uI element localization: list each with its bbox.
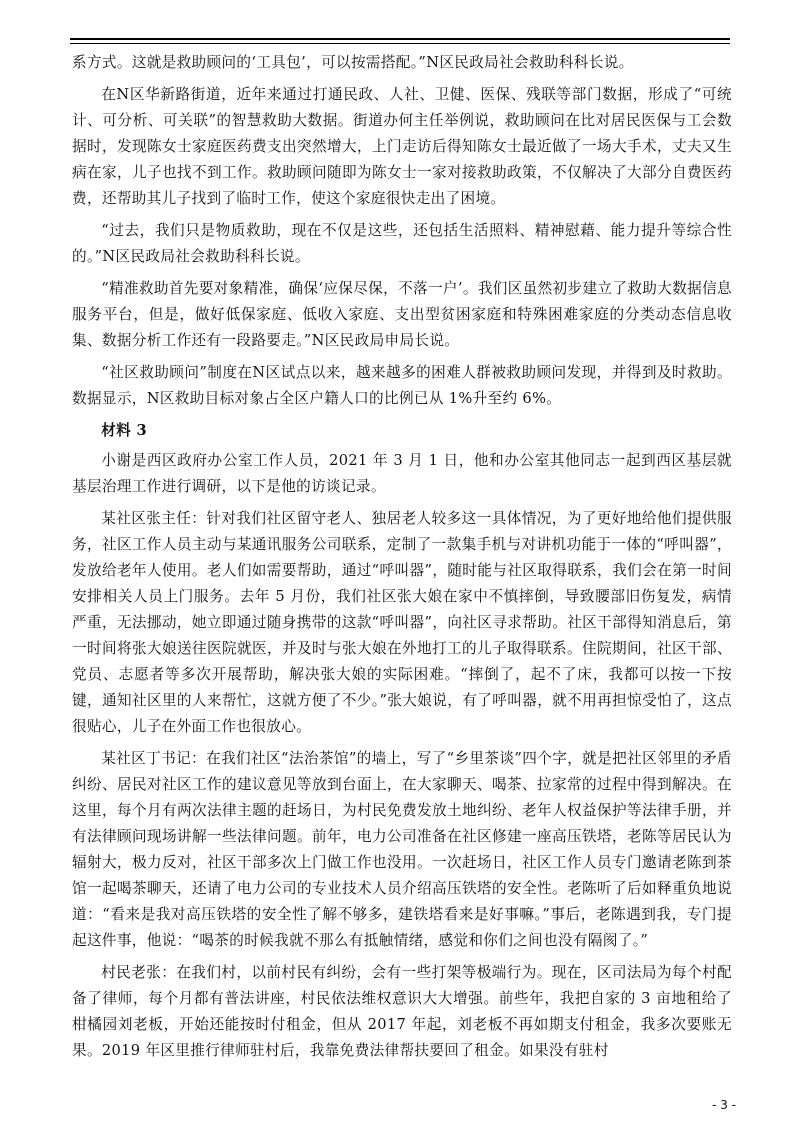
- page-content: [72, 50, 732, 1064]
- paragraph-material-aid-quote: “过去，我们只是物质救助，现在不仅是这些，还包括生活照料、精神慰藉、能力提升等综合性的。”N区民政局社会救助科科长说。: [72, 222, 732, 265]
- paragraph-villager-zhang: 村民老张：在我们村，以前村民有纠纷，会有一些打架等极端行为。现在，区司法局为每个村配备了律师，每个月都有普法讲座，村民依法维权意识大大增强。前些年，我把自家的 3 亩地租给了柑橘园刘老板，开始还能按时付租金，但从 2017 年起，刘老板不再如期支付租金，我多次要账无果。2019 年区里推行律师驻村后，我靠免费法律帮扶要回了租金。如果没有驻村: [72, 964, 732, 1059]
- paragraph-secretary-ding: 某社区丁书记：在我们社区“法治茶馆”的墙上，写了“乡里茶谈”四个字，就是把社区邻里的矛盾纠纷、居民对社区工作的建议意见等放到台面上，在大家聊天、喝茶、拉家常的过程中得到解决。在这里，每个月有两次法律主题的赶场日，为村民免费发放土地纠纷、老年人权益保护等法律手册，并有法律顾问现场讲解一些法律问题。前年，电力公司准备在社区修建一座高压铁塔，老陈等居民认为辐射大，极力反对，社区干部多次上门做工作也没用。一次赶场日，社区工作人员专门邀请老陈到茶馆一起喝茶聊天，还请了电力公司的专业技术人员介绍高压铁塔的安全性。老陈听了后如释重负地说道：“看来是我对高压铁塔的安全性了解不够多，建铁塔看来是好事嘛。”事后，老陈遇到我，专门提起这件事，他说：“喝茶的时候我就不那么有抵触情绪，感觉和你们之间也没有隔阂了。”: [72, 750, 732, 949]
- paragraph-precise-aid-quote: “精准救助首先要对象精准，确保‘应保尽保，不落一户’。我们区虽然初步建立了救助大数据信息服务平台，但是，做好低保家庭、低收入家庭、支出型贫困家庭和特殊困难家庭的分类动态信息收集、数据分析工作还有一段路要走。”N区民政局申局长说。: [72, 280, 732, 349]
- page-number: - 3 -: [712, 1098, 736, 1112]
- paragraph-director-zhang: 某社区张主任：针对我们社区留守老人、独居老人较多这一具体情况，为了更好地给他们提供服务，社区工作人员主动与某通讯服务公司联系，定制了一款集手机与对讲机功能于一体的“呼叫器”，发放给老年人使用。老人们如需要帮助，通过“呼叫器”，随时能与社区取得联系，我们会在第一时间安排相关人员上门服务。去年 5 月份，我们社区张大娘在家中不慎摔倒，导致腰部旧伤复发，病情严重，无法挪动，她立即通过随身携带的这款“呼叫器”，向社区寻求帮助。社区干部得知消息后，第一时间将张大娘送往医院就医，并及时与张大娘在外地打工的儿子取得联系。住院期间，社区干部、党员、志愿者等多次开展帮助，解决张大娘的实际困难。“摔倒了，起不了床，我都可以按一下按键，通知社区里的人来帮忙，这就方便了不少。”张大娘说，有了呼叫器，就不用再担惊受怕了，这点很贴心，儿子在外面工作也很放心。: [72, 510, 732, 735]
- header-rule-thin: [70, 43, 730, 44]
- paragraph-xiao-xie-intro: 小谢是西区政府办公室工作人员，2021 年 3 月 1 日，他和办公室其他同志一起到西区基层就基层治理工作进行调研，以下是他的访谈记录。: [72, 452, 732, 495]
- paragraph-advisor-system: “社区救助顾问”制度在N区试点以来，越来越多的困难人群被救助顾问发现，并得到及时救助。数据显示，N区救助目标对象占全区户籍人口的比例已从 1%升至约 6%。: [72, 364, 732, 407]
- header-rule-thick: [70, 38, 730, 40]
- section-heading-material-3: 材料 3: [101, 422, 148, 439]
- paragraph-huaxin-street: 在N区华新路街道，近年来通过打通民政、人社、卫健、医保、残联等部门数据，形成了“可统计、可分析、可关联”的智慧救助大数据。街道办何主任举例说，救助顾问在比对居民医保与工会数据时，发现陈女士家庭医药费支出突然增大，上门走访后得知陈女士最近做了一场大手术，丈夫又生病在家，儿子也找不到工作。救助顾问随即为陈女士一家对接救助政策，不仅解决了大部分自费医药费，还帮助其儿子找到了临时工作，使这个家庭很快走出了困境。: [72, 86, 732, 207]
- paragraph-continuation: 系方式。这就是救助顾问的‘工具包’，可以按需搭配。”N区民政局社会救助科科长说。: [72, 54, 634, 71]
